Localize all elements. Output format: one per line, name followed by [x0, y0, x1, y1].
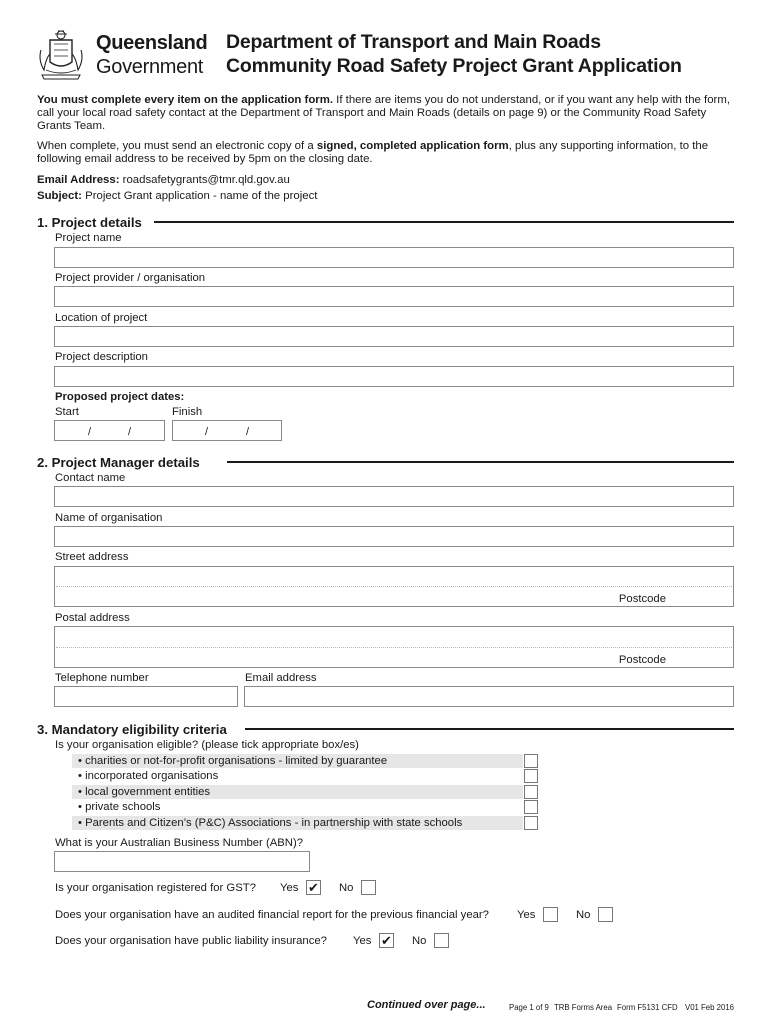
- date-separator: /: [88, 426, 92, 438]
- start-date-field[interactable]: [54, 420, 165, 441]
- field-divider: [56, 586, 732, 587]
- subject-line: [37, 190, 737, 203]
- gst-yes-label: Yes: [280, 882, 299, 894]
- criteria-checkbox-private-schools[interactable]: [524, 800, 538, 814]
- section-2-heading: 2. Project Manager details: [37, 455, 200, 470]
- street-postcode-label: Postcode: [618, 593, 666, 605]
- liability-yes-label: Yes: [353, 935, 372, 947]
- section-3-heading: 3. Mandatory eligibility criteria: [37, 722, 227, 737]
- footer-version: V01 Feb 2016: [685, 1003, 734, 1012]
- postal-address-label: Postal address: [55, 612, 130, 624]
- email-address-label: Email address: [245, 672, 317, 684]
- provider-field[interactable]: [54, 286, 734, 307]
- subject-value: Project Grant application - name of the project: [81, 190, 318, 202]
- location-label: Location of project: [55, 312, 148, 324]
- abn-field[interactable]: [54, 851, 310, 872]
- postal-address-field[interactable]: [54, 626, 734, 668]
- criteria-checkbox-local-government[interactable]: [524, 785, 538, 799]
- gst-no-checkbox[interactable]: [361, 880, 376, 895]
- abn-label: What is your Australian Business Number (ABN)?: [55, 837, 303, 849]
- subject-label: Subject:: [37, 190, 82, 202]
- criteria-item: [72, 816, 523, 830]
- eligibility-question: Is your organisation eligible? (please tick appropriate box/es): [55, 739, 359, 751]
- audited-no-label: No: [576, 909, 591, 921]
- liability-no-checkbox[interactable]: [434, 933, 449, 948]
- finish-date-field[interactable]: [172, 420, 282, 441]
- logo-line-2: Government: [96, 56, 204, 78]
- footer-page-number: Page 1 of 9: [509, 1003, 549, 1012]
- audited-no-checkbox[interactable]: [598, 907, 613, 922]
- gst-question: Is your organisation registered for GST?: [55, 882, 256, 894]
- title-department: Department of Transport and Main Roads: [226, 31, 601, 53]
- audited-yes-label: Yes: [517, 909, 536, 921]
- intro2-pre: When complete, you must send an electronic copy of a: [37, 140, 317, 152]
- liability-no-label: No: [412, 935, 427, 947]
- intro-text: If there are items you do not understand, or if you want any help with the form, call your local road safety contact at the Department of Transport and Main Roads (details on page 9) or the Community Road Safety Grants Team.: [37, 94, 731, 133]
- criteria-item: [72, 754, 523, 768]
- date-separator: /: [205, 426, 209, 438]
- audited-yes-checkbox[interactable]: [543, 907, 558, 922]
- footer-form-number: Form F5131 CFD: [617, 1003, 678, 1012]
- gst-yes-checkbox[interactable]: [306, 880, 321, 895]
- title-form: Community Road Safety Project Grant Application: [226, 55, 682, 77]
- section-2-rule: [227, 461, 734, 463]
- section-1-rule: [154, 221, 734, 223]
- telephone-label: Telephone number: [55, 672, 149, 684]
- contact-name-label: Contact name: [55, 472, 126, 484]
- qld-government-logo: [36, 28, 216, 82]
- street-address-field[interactable]: [54, 566, 734, 607]
- finish-label: Finish: [172, 406, 203, 418]
- intro-paragraph-2: [37, 140, 737, 166]
- project-name-field[interactable]: [54, 247, 734, 268]
- criteria-text: • charities or not-for-profit organisations - limited by guarantee: [78, 755, 388, 767]
- dates-heading: Proposed project dates:: [55, 391, 185, 403]
- gst-no-label: No: [339, 882, 354, 894]
- org-name-field[interactable]: [54, 526, 734, 547]
- contact-name-field[interactable]: [54, 486, 734, 507]
- date-separator: /: [128, 426, 132, 438]
- criteria-checkbox-pandc[interactable]: [524, 816, 538, 830]
- coat-of-arms-icon: [36, 28, 86, 82]
- criteria-text: • private schools: [78, 801, 161, 813]
- email-value: roadsafetygrants@tmr.qld.gov.au: [119, 174, 290, 186]
- telephone-field[interactable]: [54, 686, 238, 707]
- email-address-field[interactable]: [244, 686, 734, 707]
- intro2-post: , plus any supporting information, to the following email address to be received by 5pm on the closing date.: [37, 140, 709, 166]
- email-label: Email Address:: [37, 174, 120, 186]
- intro-bold: You must complete every item on the application form.: [37, 94, 334, 106]
- section-3-rule: [245, 728, 734, 730]
- criteria-checkbox-charities[interactable]: [524, 754, 538, 768]
- date-separator: /: [246, 426, 250, 438]
- logo-line-1: Queensland: [96, 32, 208, 54]
- section-1-heading: 1. Project details: [37, 215, 142, 230]
- criteria-checkbox-incorporated[interactable]: [524, 769, 538, 783]
- checkmark-icon: ✔: [308, 880, 319, 895]
- criteria-item: [72, 769, 523, 783]
- intro2-bold: signed, completed application form: [316, 140, 509, 152]
- street-address-label: Street address: [55, 551, 129, 563]
- criteria-text: • incorporated organisations: [78, 770, 219, 782]
- intro-paragraph-1: [37, 94, 737, 134]
- project-name-label: Project name: [55, 232, 122, 244]
- email-line: [37, 174, 737, 187]
- continued-over-page: Continued over page...: [367, 999, 486, 1011]
- criteria-item: [72, 800, 523, 814]
- field-divider: [56, 647, 732, 648]
- criteria-item: [72, 785, 523, 799]
- audited-question: Does your organisation have an audited financial report for the previous financial year?: [55, 909, 489, 921]
- footer-forms-area: TRB Forms Area: [554, 1003, 613, 1012]
- provider-label: Project provider / organisation: [55, 272, 206, 284]
- description-field[interactable]: [54, 366, 734, 387]
- liability-question: Does your organisation have public liability insurance?: [55, 935, 327, 947]
- org-name-label: Name of organisation: [55, 512, 163, 524]
- start-label: Start: [55, 406, 79, 418]
- location-field[interactable]: [54, 326, 734, 347]
- criteria-text: • Parents and Citizen’s (P&C) Associations - in partnership with state schools: [78, 817, 463, 829]
- description-label: Project description: [55, 351, 148, 363]
- checkmark-icon: ✔: [381, 933, 392, 948]
- postal-postcode-label: Postcode: [618, 654, 666, 666]
- liability-yes-checkbox[interactable]: [379, 933, 394, 948]
- criteria-text: • local government entities: [78, 786, 211, 798]
